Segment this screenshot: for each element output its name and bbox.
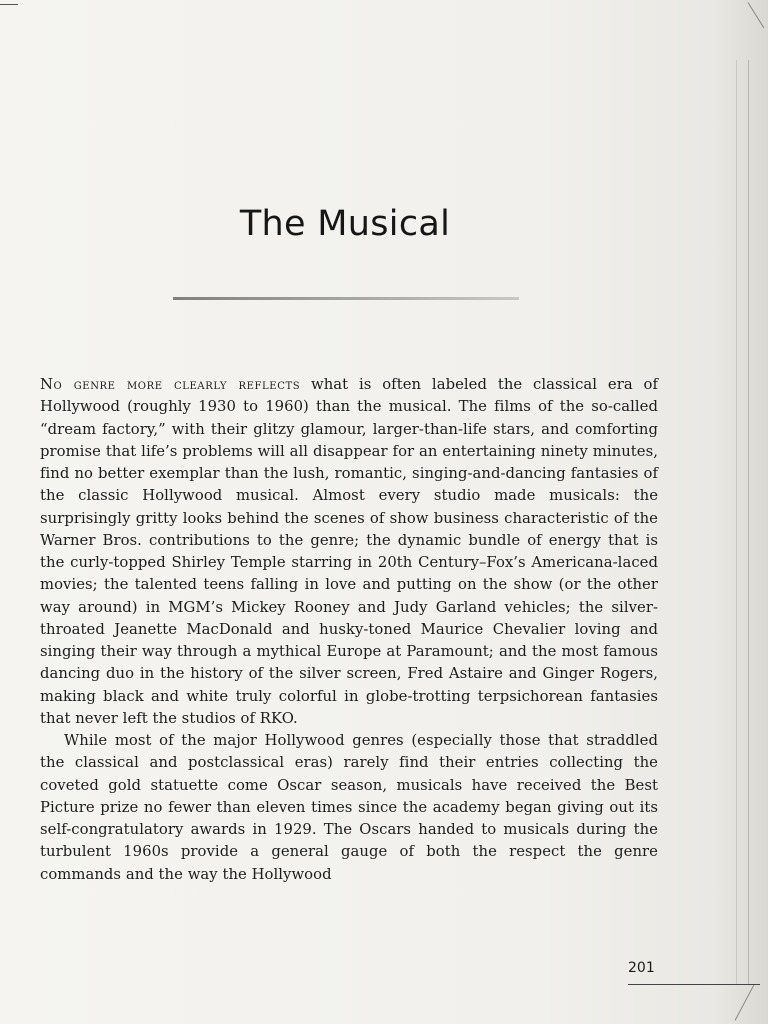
page-number: 201 [628,960,655,976]
page-edge-line [748,60,749,984]
top-left-mark [0,4,18,5]
paragraph [40,374,658,730]
paragraph-text: what is often labeled the classical era of Hollywood (roughly 1930 to 1960) than the musical. The films of the so-called “dream factory,” with their glitzy glamour, larger-than-life stars, and comforting promise that life’s problems will all disappear for an entertaining ninety minutes, find no better exemplar than the lush, romantic, singing-and-dancing fantasies of the classic Hollywood musical. Almost every studio made musicals: the surprisingly gritty looks behind the scenes of show business characteristic of the Warner Bros. contributions to the genre; the dynamic bundle of energy that is the curly-topped Shirley Temple starring in 20th Century–Fox’s Americana-laced movies; the talented teens falling in love and putting on the show (or the other way around) in MGM’s Mickey Rooney and Judy Garland vehicles; the silver-throated Jeanette MacDonald and husky-toned Maurice Chevalier loving and singing their way through a mythical Europe at Paramount; and the most famous dancing duo in the history of the silver screen, Fred Astaire and Ginger Rogers, making black and white truly colorful in globe-trotting terpsichorean fantasies that never left the studios of RKO. [40,376,658,727]
title-rule [173,297,519,300]
chapter-title: The Musical [239,204,451,244]
lead-in-smallcaps: No genre more clearly reflects [40,376,301,393]
body-text [40,374,658,886]
corner-crease-top [748,2,765,28]
paragraph: While most of the major Hollywood genres (especially those that straddled the classical and postclassical eras) rarely find their entries collecting the coveted gold statuette come Oscar season, musicals have received the Best Picture prize no fewer than eleven times since the academy began giving out its self-congratulatory awards in 1929. The Oscars handed to musicals during the turbulent 1960s provide a general gauge of both the respect the genre commands and the way the Hollywood [40,732,658,883]
corner-crease-bottom [735,985,755,1021]
footer-rule [628,984,760,985]
page-edge-line [736,60,737,984]
